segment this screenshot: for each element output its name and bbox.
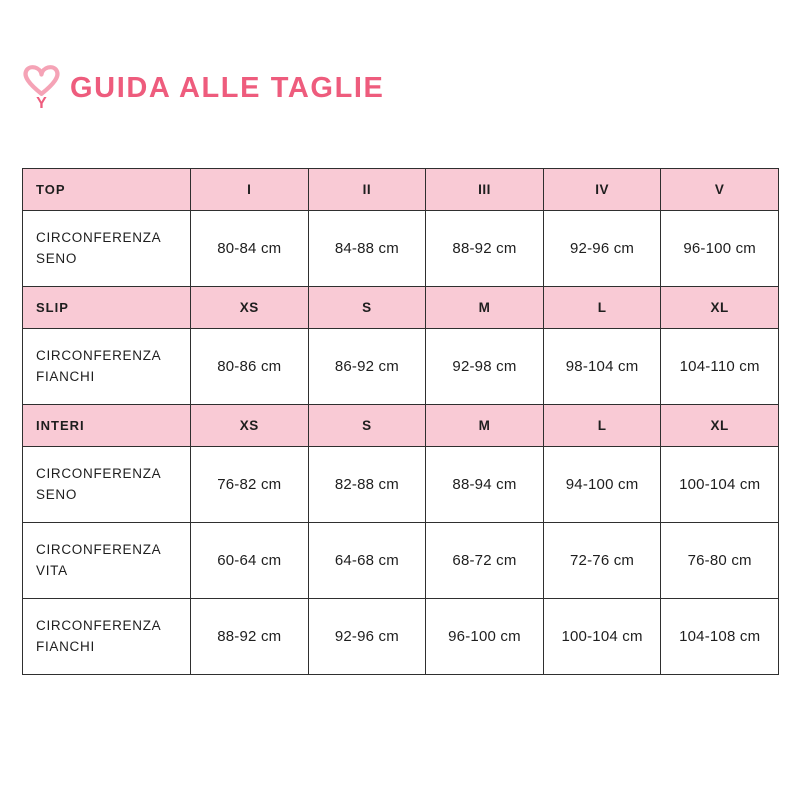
size-header-cell: XL <box>661 287 779 329</box>
measure-row-interi-vita <box>23 523 779 599</box>
section-header-row-interi <box>23 405 779 447</box>
size-guide-table <box>22 168 779 675</box>
measure-value-cell: 80-86 cm <box>191 329 309 405</box>
size-header-cell: S <box>308 405 426 447</box>
measure-value-cell: 104-108 cm <box>661 599 779 675</box>
section-header-row-top <box>23 169 779 211</box>
section-header-row-slip <box>23 287 779 329</box>
measure-value-cell: 72-76 cm <box>543 523 661 599</box>
measure-value-cell: 92-96 cm <box>308 599 426 675</box>
size-header-cell: I <box>191 169 309 211</box>
measure-value-cell: 104-110 cm <box>661 329 779 405</box>
measure-row-top-seno <box>23 211 779 287</box>
measure-value-cell: 64-68 cm <box>308 523 426 599</box>
size-header-cell: XS <box>191 287 309 329</box>
section-label-interi: INTERI <box>23 405 191 447</box>
size-header-cell: IV <box>543 169 661 211</box>
measure-value-cell: 88-92 cm <box>191 599 309 675</box>
size-header-cell: XS <box>191 405 309 447</box>
measure-row-interi-seno <box>23 447 779 523</box>
measure-value-cell: 84-88 cm <box>308 211 426 287</box>
section-label-top: TOP <box>23 169 191 211</box>
measure-label: CIRCONFERENZA SENO <box>23 211 191 287</box>
section-label-slip: SLIP <box>23 287 191 329</box>
measure-value-cell: 100-104 cm <box>661 447 779 523</box>
size-header-cell: XL <box>661 405 779 447</box>
measure-value-cell: 68-72 cm <box>426 523 544 599</box>
size-header-cell: L <box>543 405 661 447</box>
size-header-cell: M <box>426 405 544 447</box>
size-header-cell: V <box>661 169 779 211</box>
size-header-cell: II <box>308 169 426 211</box>
logo-letter: Y <box>36 95 47 109</box>
size-header-cell: L <box>543 287 661 329</box>
measure-row-slip-fianchi <box>23 329 779 405</box>
measure-value-cell: 96-100 cm <box>661 211 779 287</box>
size-header-cell: III <box>426 169 544 211</box>
size-header-cell: M <box>426 287 544 329</box>
measure-value-cell: 92-96 cm <box>543 211 661 287</box>
measure-value-cell: 80-84 cm <box>191 211 309 287</box>
measure-row-interi-fianchi <box>23 599 779 675</box>
measure-label: CIRCONFERENZA VITA <box>23 523 191 599</box>
measure-value-cell: 82-88 cm <box>308 447 426 523</box>
measure-value-cell: 88-92 cm <box>426 211 544 287</box>
measure-value-cell: 88-94 cm <box>426 447 544 523</box>
measure-value-cell: 94-100 cm <box>543 447 661 523</box>
measure-value-cell: 60-64 cm <box>191 523 309 599</box>
heart-outline <box>26 67 58 94</box>
page-header <box>21 61 385 109</box>
size-header-cell: S <box>308 287 426 329</box>
measure-label: CIRCONFERENZA FIANCHI <box>23 329 191 405</box>
heart-y-logo-icon <box>21 61 62 109</box>
measure-value-cell: 96-100 cm <box>426 599 544 675</box>
measure-label: CIRCONFERENZA FIANCHI <box>23 599 191 675</box>
measure-value-cell: 92-98 cm <box>426 329 544 405</box>
measure-value-cell: 76-80 cm <box>661 523 779 599</box>
measure-value-cell: 98-104 cm <box>543 329 661 405</box>
measure-value-cell: 100-104 cm <box>543 599 661 675</box>
page-title: GUIDA ALLE TAGLIE <box>70 71 385 104</box>
measure-label: CIRCONFERENZA SENO <box>23 447 191 523</box>
measure-value-cell: 86-92 cm <box>308 329 426 405</box>
measure-value-cell: 76-82 cm <box>191 447 309 523</box>
